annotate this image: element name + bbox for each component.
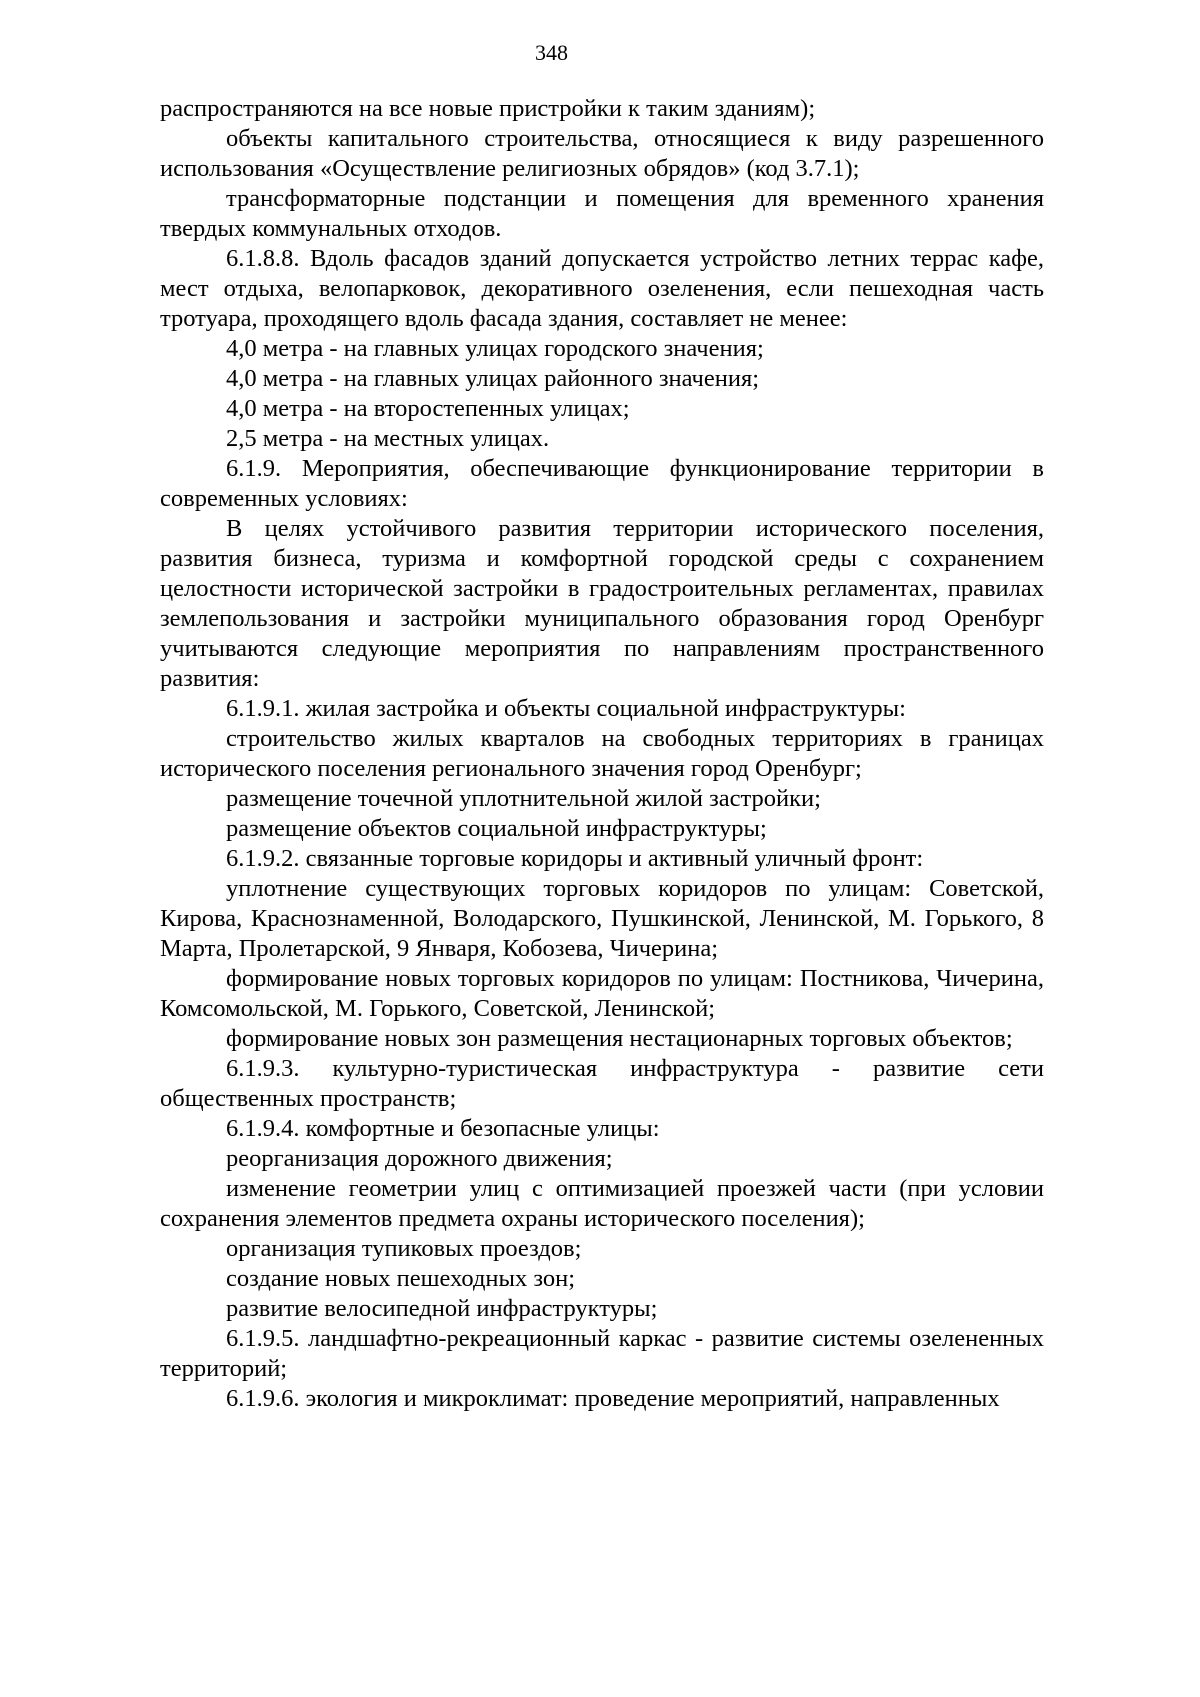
paragraph: трансформаторные подстанции и помещения для временного хранения твердых коммунальных отходов. [160,185,1044,242]
list-item: создание новых пешеходных зон; [226,1265,576,1292]
document-body [160,94,1044,1414]
section-heading: 6.1.9. Мероприятия, обеспечивающие функционирование территории в современных условиях: [160,455,1044,512]
list-item: строительство жилых кварталов на свободных территориях в границах исторического поселения регионального значения город Оренбург; [160,725,1044,782]
list-item: уплотнение существующих торговых коридоров по улицам: Советской, Кирова, Краснознаменной, Володарского, Пушкинской, Ленинской, М. Горького, 8 Марта, Пролетарской, 9 Января, Кобозева, Чичерина; [160,875,1044,962]
list-item: размещение объектов социальной инфраструктуры; [226,815,767,842]
list-item: формирование новых зон размещения нестационарных торговых объектов; [226,1025,1013,1052]
paragraph: В целях устойчивого развития территории исторического поселения, развития бизнеса, туризма и комфортной городской среды с сохранением целостности исторической застройки в градостроительных регламентах, правилах землепользования и застройки муниципального образования город Оренбург учитываются следующие мероприятия по направлениям пространственного развития: [160,515,1044,692]
list-item: размещение точечной уплотнительной жилой застройки; [226,785,821,812]
list-item: развитие велосипедной инфраструктуры; [226,1295,658,1322]
list-item: изменение геометрии улиц с оптимизацией проезжей части (при условии сохранения элементов предмета охраны исторического поселения); [160,1175,1044,1232]
list-item: формирование новых торговых коридоров по улицам: Постникова, Чичерина, Комсомольской, М. Горького, Советской, Ленинской; [160,965,1044,1022]
subsection-heading: 6.1.9.3. культурно-туристическая инфраструктура - развитие сети общественных пространств; [160,1055,1044,1112]
paragraph: 6.1.8.8. Вдоль фасадов зданий допускается устройство летних террас кафе, мест отдыха, велопарковок, декоративного озеленения, если пешеходная часть тротуара, проходящего вдоль фасада здания, составляет не менее: [160,245,1044,332]
paragraph: объекты капитального строительства, относящиеся к виду разрешенного использования «Осуществление религиозных обрядов» (код 3.7.1); [160,125,1044,182]
subsection-heading: 6.1.9.5. ландшафтно-рекреационный каркас - развитие системы озелененных территорий; [160,1325,1044,1382]
list-item: 2,5 метра - на местных улицах. [226,425,550,452]
page-number: 348 [535,40,568,65]
list-item: организация тупиковых проездов; [226,1235,582,1262]
list-item: реорганизация дорожного движения; [226,1145,613,1172]
list-item: 4,0 метра - на второстепенных улицах; [226,395,630,422]
subsection-heading: 6.1.9.4. комфортные и безопасные улицы: [226,1115,660,1142]
subsection-heading: 6.1.9.6. экология и микроклимат: проведение мероприятий, направленных [226,1385,1000,1412]
paragraph: распространяются на все новые пристройки к таким зданиям); [160,95,816,122]
subsection-heading: 6.1.9.2. связанные торговые коридоры и активный уличный фронт: [226,845,924,872]
list-item: 4,0 метра - на главных улицах районного значения; [226,365,760,392]
list-item: 4,0 метра - на главных улицах городского значения; [226,335,764,362]
subsection-heading: 6.1.9.1. жилая застройка и объекты социальной инфраструктуры: [226,695,906,722]
